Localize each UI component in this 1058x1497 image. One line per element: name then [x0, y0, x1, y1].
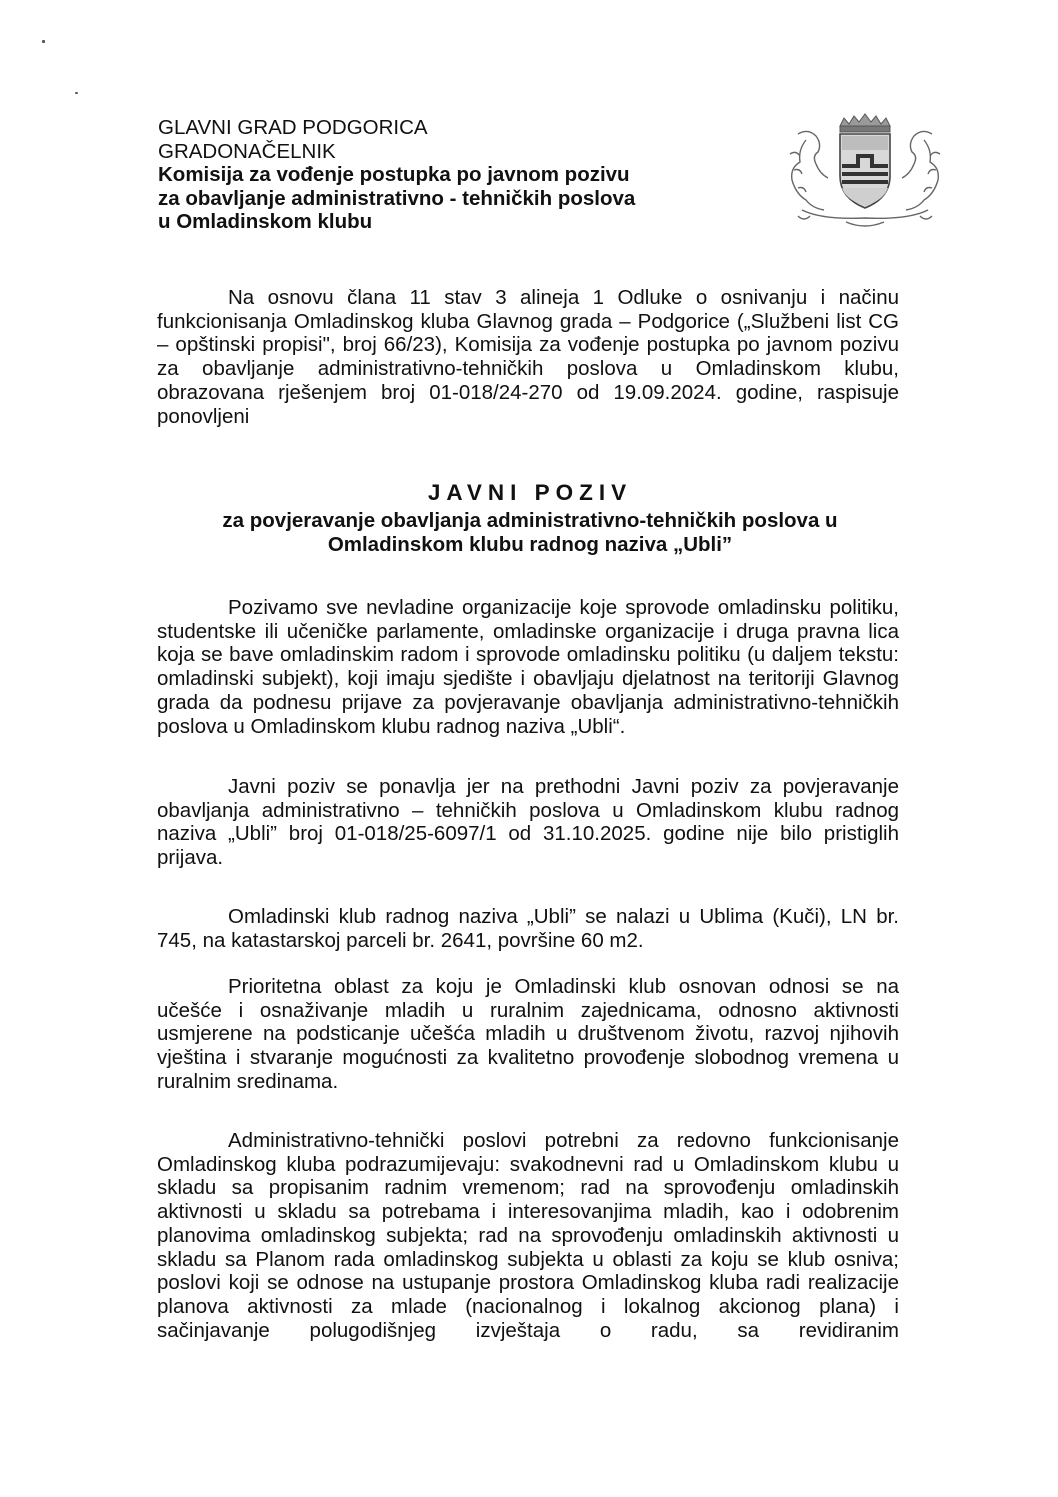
body-paragraph: Javni poziv se ponavlja jer na prethodni Javni poziv za povjeravanje obavljanja administrativno – tehničkih poslova u Omladinskom klubu radnog naziva „Ubli” broj 01-018/25-6097/1 od 31.10.2025. godine nije bilo pristiglih prijava. — [157, 775, 899, 870]
body-paragraph-3-block — [157, 905, 899, 952]
document-title: JAVNI POZIV — [427, 480, 633, 505]
document-header — [158, 116, 698, 234]
subtitle-line2: Omladinskom klubu radnog naziva „Ubli” — [327, 532, 733, 556]
header-commission-line2: za obavljanje administrativno - tehničkih poslova — [158, 186, 636, 210]
body-paragraph: Omladinski klub radnog naziva „Ubli” se nalazi u Ublima (Kuči), LN br. 745, na katastarskoj parceli br. 2641, površine 60 m2. — [157, 905, 899, 952]
intro-paragraph: Na osnovu člana 11 stav 3 alineja 1 Odluke o osnivanju i načinu funkcionisanja Omladinskog kluba Glavnog grada – Podgorice („Službeni list CG – opštinski propisi", broj 66/23), Komisija za vođenje postupka po javnom pozivu za obavljanje administrativno-tehničkih poslova u Omladinskom klubu, obrazovana rješenjem broj 01-018/24-270 od 19.09.2024. godine, raspisuje ponovljeni — [157, 286, 899, 428]
body-paragraph-4-block — [157, 975, 899, 1094]
intro-paragraph-block — [157, 286, 899, 428]
body-paragraph: Administrativno-tehnički poslovi potrebni za redovno funkcionisanje Omladinskog kluba podrazumijevaju: svakodnevni rad u Omladinskom klubu u skladu sa propisanim radnim vremenom; rad na sprovođenju omladinskih aktivnosti u skladu sa potrebama i interesovanjima mladih, kao i odobrenim planovima omladinskog subjekta; rad na sprovođenju omladinskih aktivnosti u skladu sa Planom rada omladinskog subjekta u oblasti za koju se klub osniva; poslovi koji se odnose na ustupanje prostora Omladinskog kluba radi realizacije planova aktivnosti za mlade (nacionalnog i lokalnog akcionog plana) i sačinjavanje polugodišnjeg izvještaja o radu, sa revidiranim — [157, 1129, 899, 1342]
subtitle-line1: za povjeravanje obavljanja administrativno-tehničkih poslova u — [222, 509, 838, 532]
body-paragraph-5-block — [157, 1129, 899, 1342]
header-commission: Komisija za vođenje postupka po javnom pozivu — [158, 163, 630, 186]
body-paragraph-1-block — [157, 596, 899, 738]
body-paragraph: Prioritetna oblast za koju je Omladinski klub osnovan odnosi se na učešće i osnaživanje mladih u ruralnim zajednicama, odnosno aktivnosti usmjerene na podsticanje učešća mladih u društvenom životu, razvoj njihovih vještina i stvaranje mogućnosti za kvalitetno provođenje slobodnog vremena u ruralnim sredinama. — [157, 975, 899, 1093]
coat-of-arms-icon — [776, 110, 954, 232]
document-subtitle — [140, 509, 920, 556]
scan-speck — [75, 92, 78, 94]
header-office: GRADONAČELNIK — [158, 139, 336, 163]
body-paragraph: Pozivamo sve nevladine organizacije koje sprovode omladinsku politiku, studentske ili učeničke parlamente, omladinske organizacije i druga pravna lica koja se bave omladinskim radom i sprovode omladinsku politiku (u daljem tekstu: omladinski subjekt), koji imaju sjedište i obavljaju djelatnost na teritoriji Glavnog grada da podnesu prijave za povjeravanje obavljanja administrativno-tehničkih poslova u Omladinskom klubu radnog naziva „Ubli“. — [157, 596, 899, 738]
body-paragraph-2-block — [157, 775, 899, 870]
header-city: GLAVNI GRAD PODGORICA — [158, 116, 428, 139]
header-commission-line3: u Omladinskom klubu — [158, 210, 373, 233]
scan-speck — [42, 40, 45, 43]
